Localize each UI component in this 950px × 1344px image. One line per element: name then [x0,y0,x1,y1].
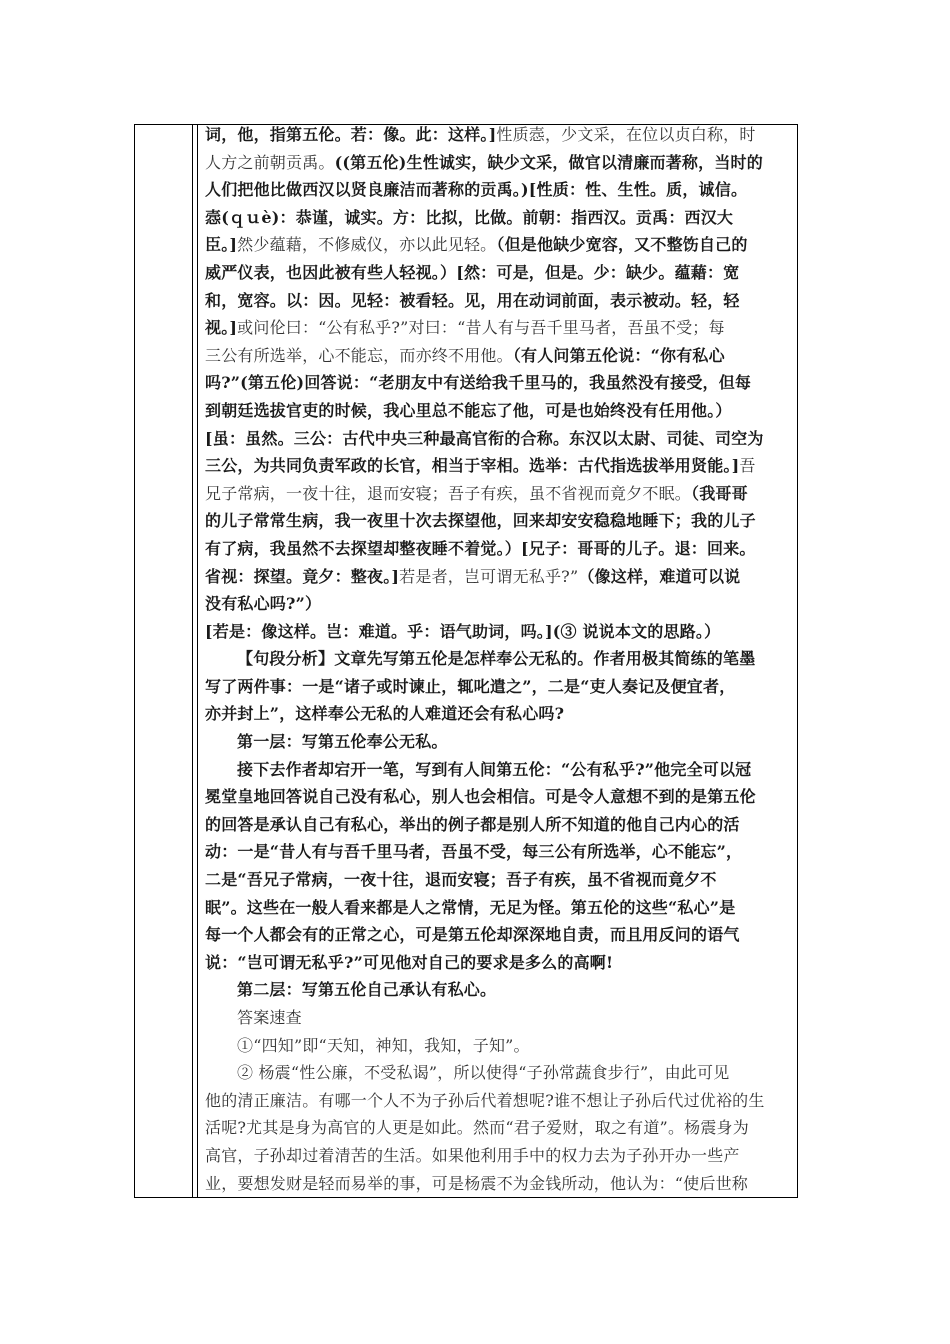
text-segment: [虽：虽然。三公：古代中央三种最高官衔的合称。东汉以太尉、司徒、司空为 [205,428,764,448]
text-line [205,673,787,701]
text-segment: ((第五伦)生性诚实，缺少文采，做官以清廉而著称，当时的 [334,152,763,172]
text-segment: 人们把他比做西汉以贤良廉洁而著称的贡禹。)[性质：性、生性。质，诚信。 [205,180,748,200]
text-segment: 每一个人都会有的正常之心，可是第五伦却深深地自责，而且用反问的语气 [205,925,740,945]
text-line [205,618,787,646]
text-line [205,866,787,894]
text-line [205,921,787,949]
text-segment: （我哥哥 [691,483,748,503]
text-line [205,507,787,535]
text-line [205,342,787,370]
text-segment: 动：一是“昔人有与吾千里马者，吾虽不受，每三公有所选举，心不能忘”， [205,842,743,862]
text-line [205,783,787,811]
text-segment: 第二层：写第五伦自己承认有私心。 [237,980,497,1000]
table-column-divider-inner [197,124,198,1198]
text-segment: 二是“吾兄子常病，一夜十往，退而安寝；吾子有疾，虽不省视而竟夕不 [205,870,717,890]
text-line [205,894,787,922]
text-segment: 眠”。这些在一般人看来都是人之常情，无足为怪。第五伦的这些“私心”是 [205,897,736,917]
text-segment: [若是：像这样。岂：难道。乎：语气助词，吗。](③ 说说本文的思路。） [205,621,721,641]
text-segment: ①“四知”即“天知，神知，我知，子知”。 [237,1035,530,1055]
text-segment: 接下去作者却宕开一笔，写到有人间第五伦：“公有私乎?”他完全可以冠 [237,759,752,779]
text-segment: 【句段分析】文章先写第五伦是怎样奉公无私的。作者用极其简练的笔墨 [237,649,756,669]
text-line [205,645,787,673]
text-line [205,231,787,259]
text-segment: 活呢?尤其是身为高官的人更是如此。然而“君子爱财，取之有道”。杨震身为 [205,1118,749,1138]
text-segment: 写了两件事：一是“诸子或时谏止，辄叱遣之”，二是“吏人奏记及便宜者， [205,676,736,696]
text-line [205,811,787,839]
text-line [205,121,787,149]
text-segment: 答案速查 [237,1008,302,1027]
text-line [205,480,787,508]
table-bottom-border [134,1197,798,1198]
text-segment: 的儿子常常生病，我一夜里十次去探望他，回来却安安稳稳地睡下；我的儿子 [205,511,756,531]
text-line [205,700,787,728]
text-line [205,259,787,287]
text-line [205,149,787,177]
text-segment: 然少蕴藉，不修威仪，亦以此见轻。 [237,235,497,255]
text-segment: 吗?”(第五伦)回答说：“老朋友中有送给我千里马的，我虽然没有接受，但每 [205,373,752,393]
text-segment: 和，宽容。以：因。见轻：被看轻。见，用在动词前面，表示被动。轻，轻 [205,290,740,310]
text-segment: 三公有所选举，心不能忘，而亦终不用他。 [205,345,513,365]
text-line [205,204,787,232]
text-line [205,838,787,866]
text-segment: （像这样，难道可以说 [578,566,741,586]
text-segment: 或问伦曰：“公有私乎?”对曰：“昔人有与吾千里马者，吾虽不受；每 [237,318,725,338]
text-segment: 高官，子孙却过着清苦的生活。如果他利用手中的权力去为子孙开办一些产 [205,1145,740,1165]
table-left-border [134,124,135,1198]
text-line [205,287,787,315]
text-segment: 他的清正廉洁。有哪一个人不为子孙后代着想呢?谁不想让子孙后代过优裕的生 [205,1090,765,1110]
text-line [205,452,787,480]
text-line [205,1004,787,1032]
text-line [205,535,787,563]
text-segment: 吾 [739,456,756,476]
text-segment: 视。] [205,318,238,338]
text-segment: 业，要想发财是轻而易举的事，可是杨震不为金钱所动，他认为：“使后世称 [205,1173,748,1193]
text-segment: 的回答是承认自己有私心，举出的例子都是别人所不知道的他自己内心的活 [205,814,740,834]
text-line [205,976,787,1004]
text-line [205,314,787,342]
text-line [205,1032,787,1060]
text-line [205,728,787,756]
text-segment: （但是他缺少宽容，又不整饬自己的 [496,235,748,255]
text-segment: 说：“岂可谓无私乎?”可见他对自己的要求是多么的高啊! [205,952,614,972]
text-segment: 威严仪表，也因此被有些人轻视。）[然：可是，但是。少：缺少。蕴藉：宽 [205,262,740,282]
text-segment: 臣。] [205,235,238,255]
text-line [205,397,787,425]
text-segment: 有了病，我虽然不去探望却整夜睡不着觉。）[兄子：哥哥的儿子。退：回来。 [205,538,756,558]
text-segment: 性质悫，少文采，在位以贞白称，时 [496,125,756,144]
text-segment: 词，他，指第五伦。若：像。此：这样。] [205,125,497,144]
text-line [205,369,787,397]
text-line [205,1142,787,1170]
text-segment: 人方之前朝贡禹。 [205,152,335,172]
text-line [205,563,787,591]
text-line [205,949,787,977]
text-line [205,176,787,204]
text-line [205,1087,787,1115]
text-line [205,1114,787,1142]
text-segment: 三公，为共同负责军政的长官，相当于宰相。选举：古代指选拔举用贤能。] [205,456,740,476]
table-right-border [797,124,798,1198]
text-segment: 冕堂皇地回答说自己没有私心，别人也会相信。可是令人意想不到的是第五伦 [205,787,756,807]
text-segment: ② 杨震“性公廉，不受私谒”，所以使得“子孙常蔬食步行”，由此可见 [237,1063,730,1083]
text-segment: 悫(ｑｕè)：恭谨，诚实。方：比拟，比做。前朝：指西汉。贡禹：西汉大 [205,207,734,227]
text-line [205,1059,787,1087]
text-segment: 若是者，岂可谓无私乎?” [399,566,579,586]
table-column-divider [192,124,193,1198]
text-segment: 第一层：写第五伦奉公无私。 [237,732,448,752]
text-line [205,1170,787,1195]
text-line [205,590,787,618]
text-segment: 到朝廷选拔官吏的时候，我心里总不能忘了他，可是也始终没有任用他。） [205,400,732,420]
text-segment: 兄子常病，一夜十往，退而安寝；吾子有疾，虽不省视而竟夕不眠。 [205,483,692,503]
text-line [205,425,787,453]
text-line [205,756,787,784]
text-segment: （有人问第五伦说：“你有私心 [512,345,725,365]
text-segment: 亦并封上”，这样奉公无私的人难道还会有私心吗? [205,704,565,724]
document-text-body [205,121,787,1195]
text-segment: 没有私心吗?”） [205,594,322,614]
text-segment: 省视：探望。竟夕：整夜。] [205,566,400,586]
